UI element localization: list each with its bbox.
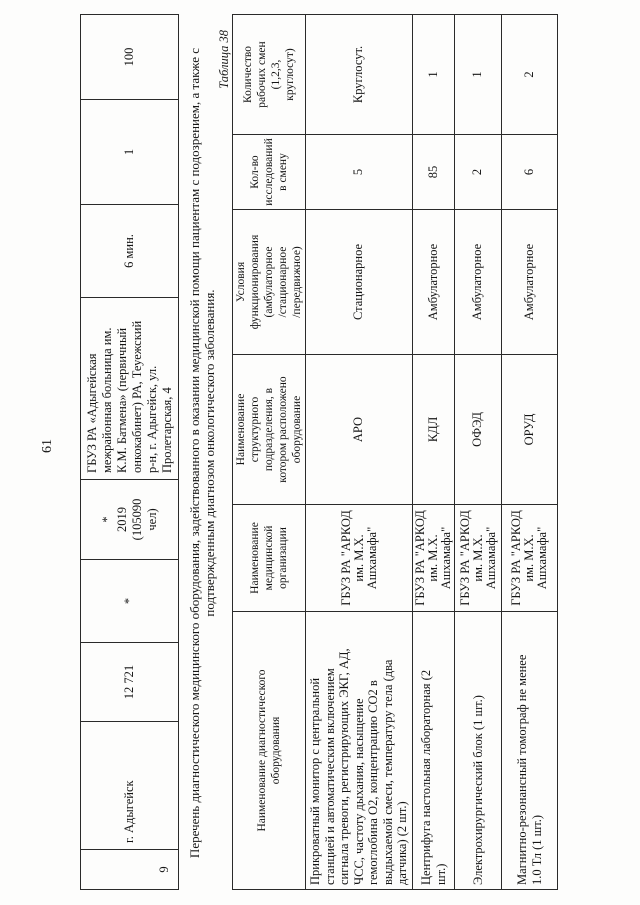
header-conditions: Условия функционирования (амбулаторное /стационарное /передвижное) bbox=[233, 210, 306, 355]
studies-cell: 2 bbox=[455, 135, 502, 210]
organization-cell: ГБУЗ РА "АРКОД им. М.Х. Ашхамафа" bbox=[413, 505, 455, 612]
equipment-cell: Прикроватный монитор с центральной станцией и автоматическим включением сигнала тревоги, регистрирующих ЭКГ, АД, ЧСС, частоту дыхания, насыщение гемоглобина O2, концентрацию CO2 в выдыхаемой смеси, температуру тела (два датчика) (2 шт.) bbox=[306, 612, 413, 890]
table-cell: 100 bbox=[81, 15, 179, 100]
unit-cell: АРО bbox=[306, 355, 413, 505]
page-number: 61 bbox=[40, 439, 55, 453]
table-cell: * 2019 (105090 чел) bbox=[81, 480, 179, 560]
header-shifts: Количество рабочих смен (1,2,3, круглосут) bbox=[233, 15, 306, 135]
table-cell: * bbox=[81, 560, 179, 643]
facility-cell: ГБУЗ РА «Адыгейская межрайонная больница им. К.М. Батмена» (первичный онкокабинет) РА, Теуежский р-н, г. Адыгейск, ул. Пролетарская, 4 bbox=[81, 298, 179, 480]
equipment-cell: Центрифуга настольная лабораторная (2 шт.) bbox=[413, 612, 455, 890]
equipment-cell: Электрохирургический блок (1 шт.) bbox=[455, 612, 502, 890]
table-header-row bbox=[233, 15, 306, 890]
table-row bbox=[502, 15, 558, 890]
organization-cell: ГБУЗ РА "АРКОД им. М.Х. Ашхамафа" bbox=[502, 505, 558, 612]
table-caption: Перечень диагностического медицинского оборудования, задействованного в оказании медицинской помощи пациентам с подозрением, а также с подтвержденным диагнозом онкологического заболевания. bbox=[187, 47, 217, 859]
unit-cell: ОРУД bbox=[502, 355, 558, 505]
unit-cell: ОФЭД bbox=[455, 355, 502, 505]
continued-table bbox=[80, 14, 179, 890]
table-row bbox=[455, 15, 502, 890]
organization-cell: ГБУЗ РА "АРКОД им. М.Х. Ашхамафа" bbox=[306, 505, 413, 612]
population-cell: 12 721 bbox=[81, 643, 179, 722]
shifts-cell: 1 bbox=[455, 15, 502, 135]
shifts-cell: 2 bbox=[502, 15, 558, 135]
studies-cell: 5 bbox=[306, 135, 413, 210]
organization-cell: ГБУЗ РА "АРКОД им. М.Х. Ашхамафа" bbox=[455, 505, 502, 612]
shifts-cell: Круглосут. bbox=[306, 15, 413, 135]
table-cell: 1 bbox=[81, 100, 179, 205]
unit-cell: КДЛ bbox=[413, 355, 455, 505]
equipment-table bbox=[232, 14, 558, 890]
table-row bbox=[81, 15, 179, 890]
conditions-cell: Амбулаторное bbox=[502, 210, 558, 355]
studies-cell: 85 bbox=[413, 135, 455, 210]
conditions-cell: Амбулаторное bbox=[413, 210, 455, 355]
table-row bbox=[306, 15, 413, 890]
shifts-cell: 1 bbox=[413, 15, 455, 135]
equipment-cell: Магнитно-резонансный томограф не менее 1.0 Тл (1 шт.) bbox=[502, 612, 558, 890]
table-row bbox=[413, 15, 455, 890]
table-cell: 6 мин. bbox=[81, 205, 179, 298]
row-number-cell: 9 bbox=[81, 850, 179, 890]
header-equipment: Наименование диагностического оборудования bbox=[233, 612, 306, 890]
studies-cell: 6 bbox=[502, 135, 558, 210]
locality-cell: г. Адыгейск bbox=[81, 722, 179, 850]
table-label: Таблица 38 bbox=[217, 30, 231, 89]
conditions-cell: Стационарное bbox=[306, 210, 413, 355]
conditions-cell: Амбулаторное bbox=[455, 210, 502, 355]
header-organization: Наименование медицинской организации bbox=[233, 505, 306, 612]
header-studies-per-shift: Кол-во исследований в смену bbox=[233, 135, 306, 210]
header-unit: Наименование структурного подразделения, в котором расположено оборудование bbox=[233, 355, 306, 505]
